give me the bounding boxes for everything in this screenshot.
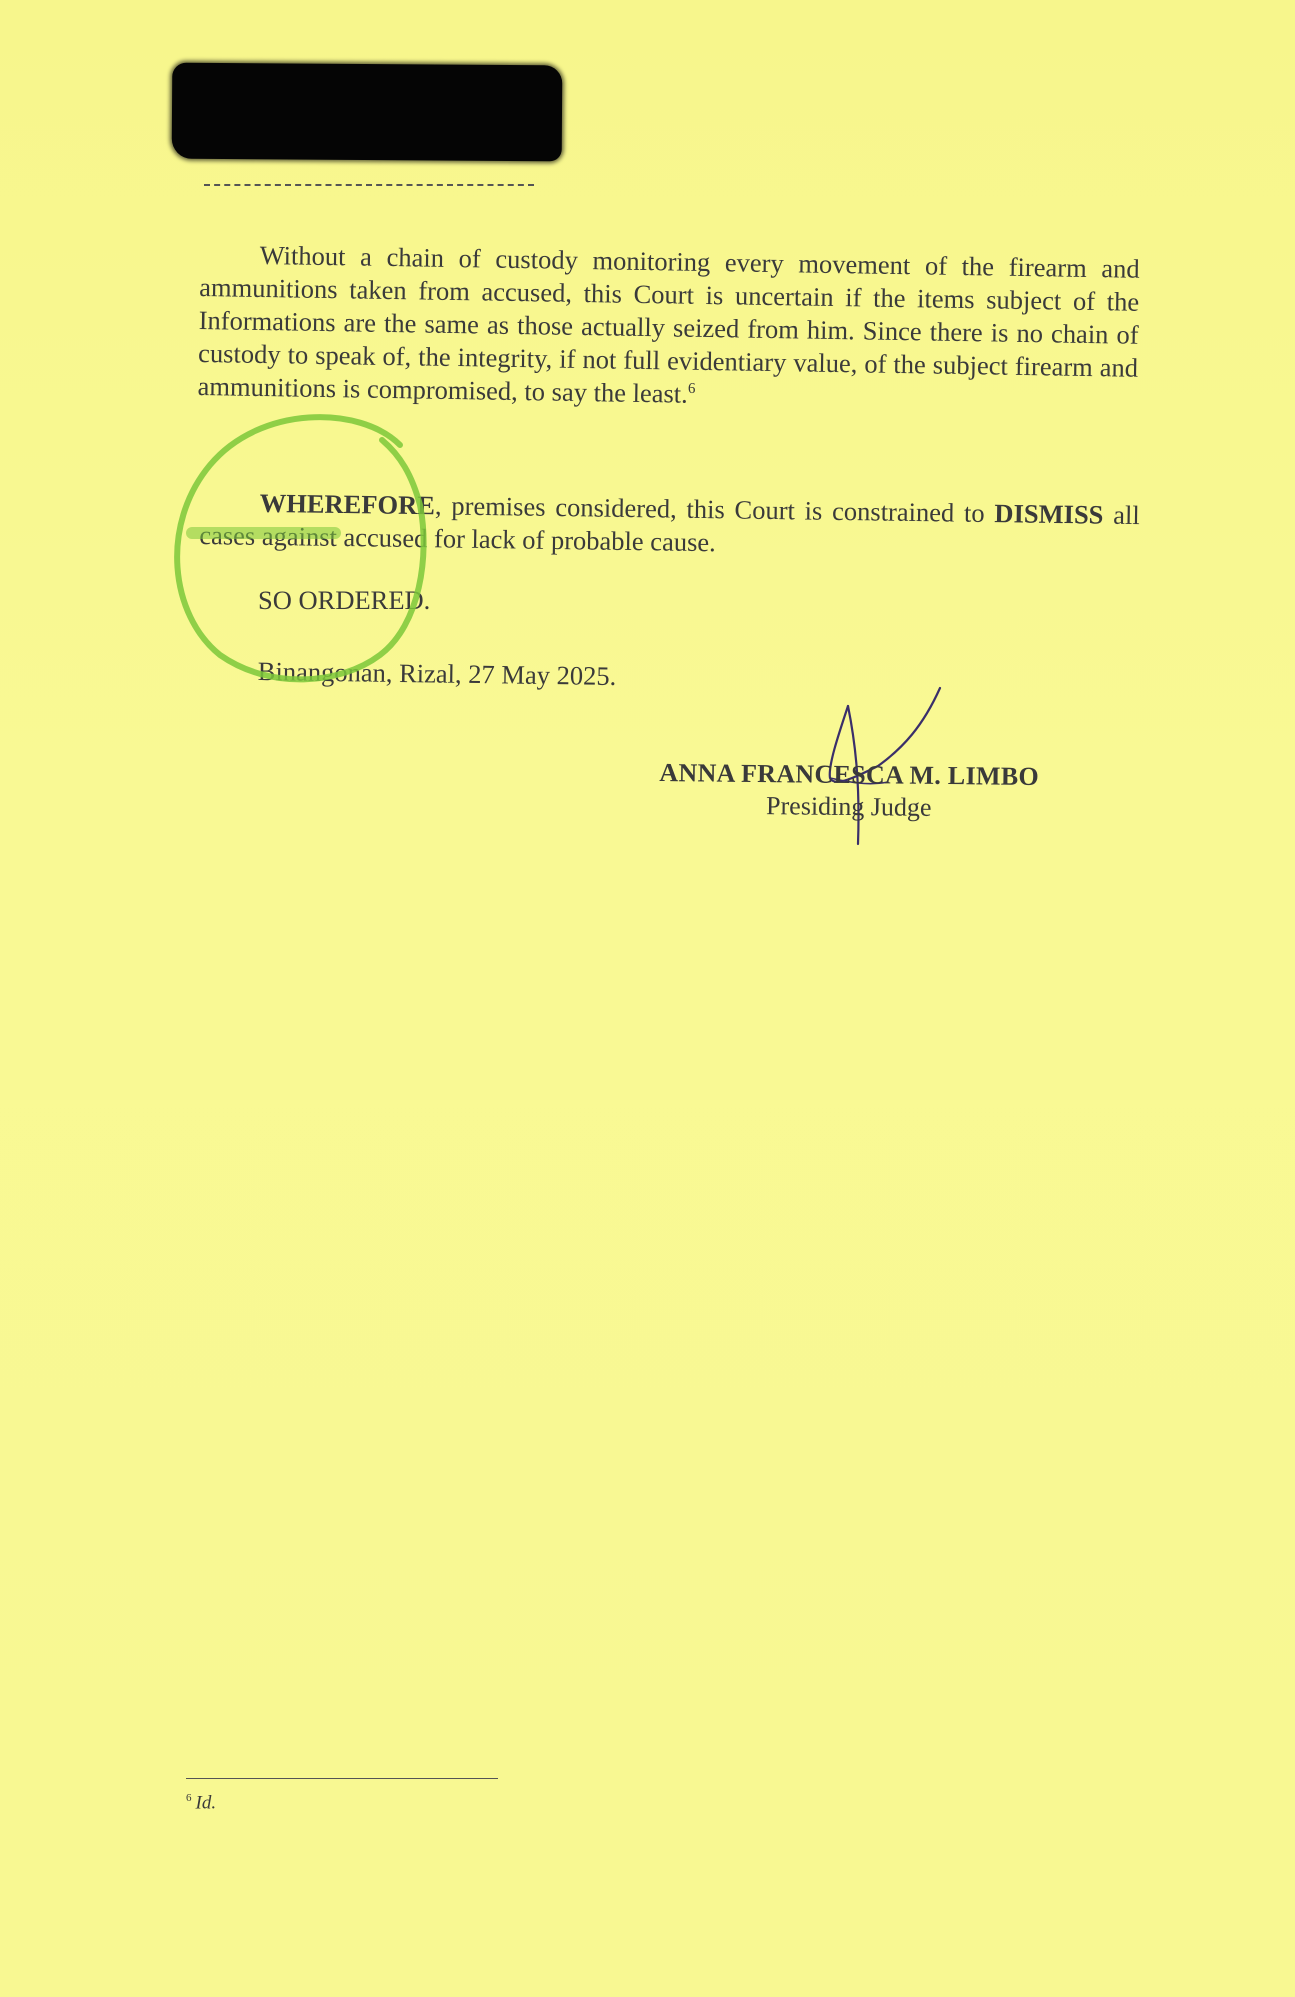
dismiss-label: DISMISS	[994, 498, 1104, 530]
footnote-text: Id.	[195, 1792, 217, 1814]
paragraph-wherefore	[199, 486, 1140, 565]
signatory-name: ANNA FRANCESCA M. LIMBO	[659, 758, 1040, 791]
wherefore-mid: , premises considered, this Court is constrained to	[434, 490, 995, 529]
signatory-block	[629, 758, 1070, 825]
signatory-title: Presiding Judge	[765, 791, 932, 822]
footnote-ref: 6	[687, 380, 696, 397]
redaction-block	[172, 63, 563, 162]
footnote-divider	[186, 1778, 498, 1779]
header-divider	[204, 184, 534, 186]
so-ordered: SO ORDERED.	[258, 585, 431, 615]
place-date: Binangonan, Rizal, 27 May 2025.	[257, 656, 617, 692]
footnote-number: 6	[186, 1792, 192, 1804]
footnote	[186, 1792, 216, 1814]
paragraph-chain-of-custody	[197, 238, 1139, 418]
wherefore-tail: all cases against accused for lack of probable cause.	[199, 499, 1140, 558]
wherefore-label: WHEREFORE	[259, 487, 436, 521]
paragraph-1-text: Without a chain of custody monitoring every movement of the firearm and ammunitions taken from accused, this Court is uncertain if the items subject of the Informations are the same as those actually seized from him. Since there is no chain of custody to speak of, the integrity, if not full evidentiary value, of the subject firearm and ammunitions is compromised, to say the least.	[197, 239, 1140, 409]
